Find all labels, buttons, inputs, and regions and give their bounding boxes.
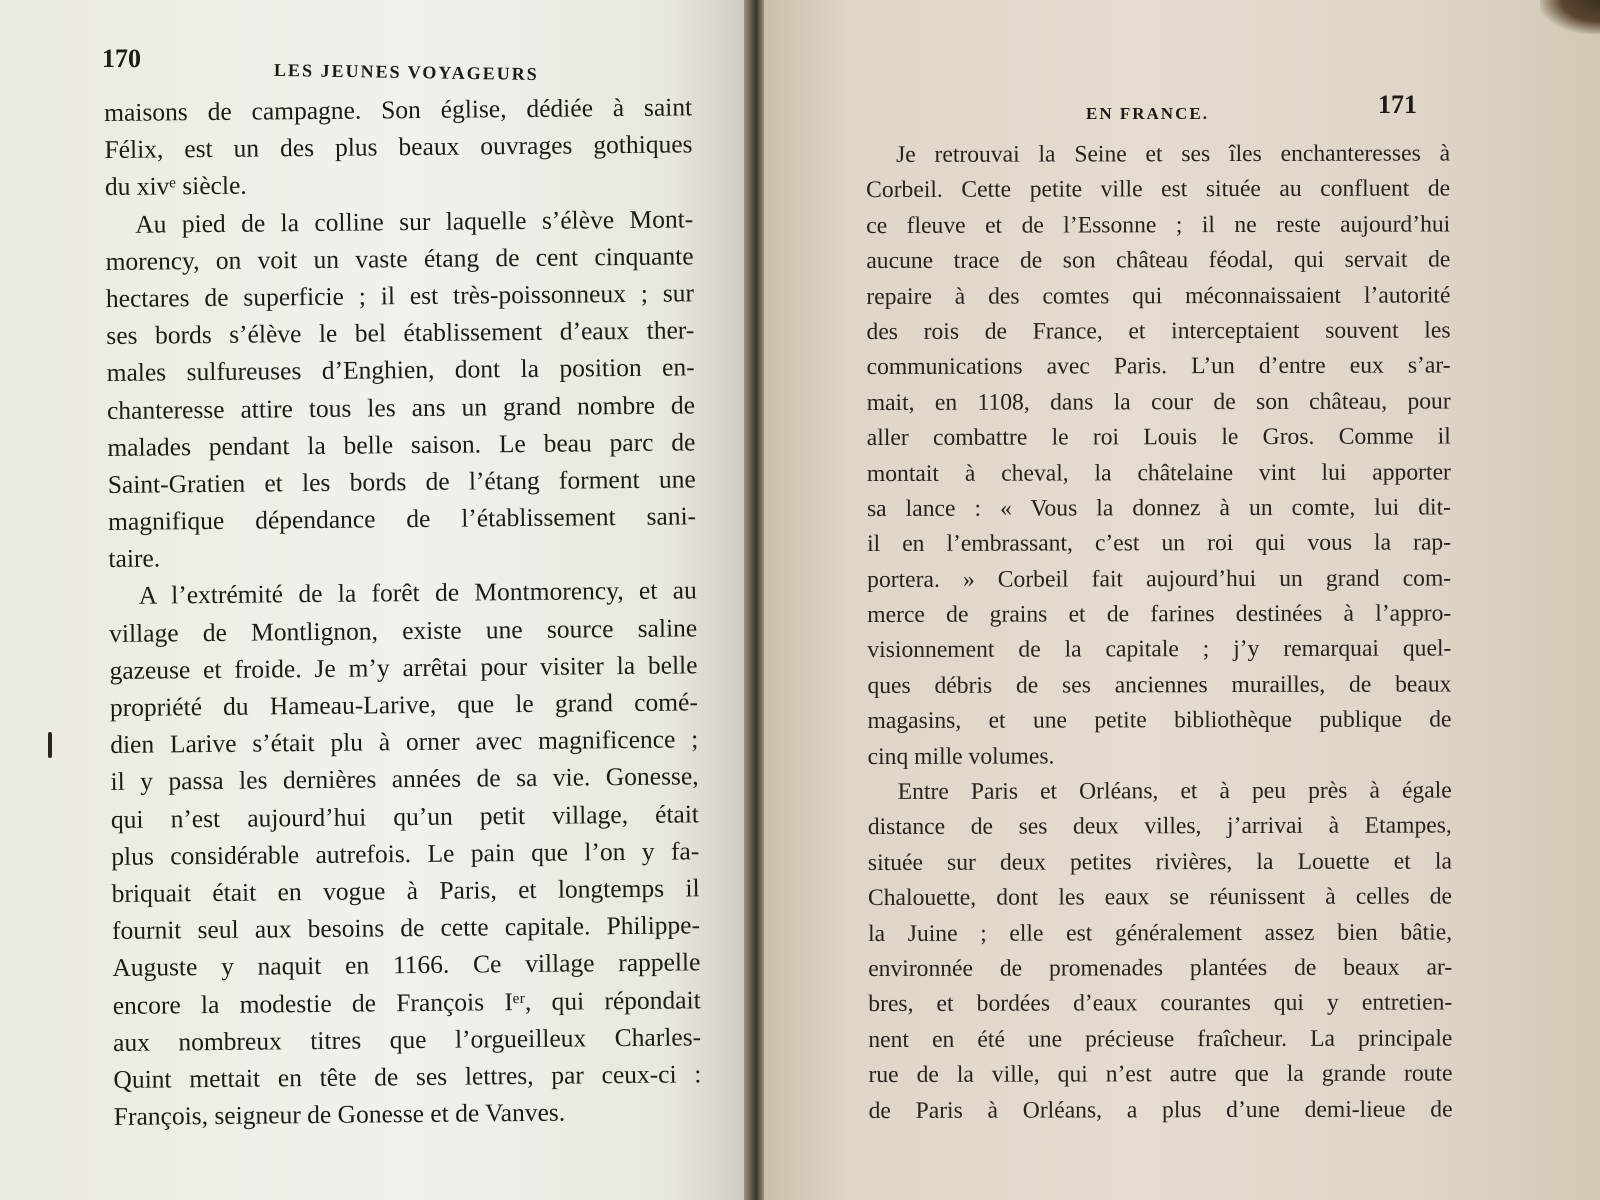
text-line: hectares de superficie ; il est très-poissonneux ; sur <box>105 278 695 313</box>
text-line: il en l’embrassant, c’est un roi qui vous la rap- <box>867 529 1452 558</box>
text-line: visionnement de la capitale ; j’y remarquai quel- <box>867 635 1452 664</box>
text-line: repaire à des comtes qui méconnaissaient l’autorité <box>866 282 1451 310</box>
text-line: il y passa les dernières années de sa vie. Gonesse, <box>110 761 699 797</box>
text-line: située sur deux petites rivières, la Louette et la <box>867 848 1452 876</box>
text-line: communications avec Paris. L’un d’entre eux s’ar- <box>866 352 1451 381</box>
text-line: mait, en 1108, dans la cour de son château, pour <box>866 388 1451 416</box>
text-line: propriété du Hameau-Larive, que le grand comé- <box>109 687 699 722</box>
text-line: Entre Paris et Orléans, et à peu près à égale <box>897 777 1452 805</box>
text-line: gazeuse et froide. Je m’y arrêtai pour visiter la belle <box>109 650 698 685</box>
text-line: Au pied de la colline sur laquelle s’élève Mont- <box>135 203 694 239</box>
left-page <box>0 0 748 1200</box>
text-line: aucune trace de son château féodal, qui servait de <box>866 246 1451 275</box>
text-line: A l’extrémité de la forêt de Montmorency, et au <box>138 575 697 611</box>
text-line: nent en été une précieuse fraîcheur. La principale <box>868 1025 1453 1053</box>
text-line: bres, et bordées d’eaux courantes qui y entretien- <box>868 989 1453 1018</box>
text-line: montait à cheval, la châtelaine vint lui apporter <box>866 458 1451 487</box>
text-line: Corbeil. Cette petite ville est située au confluent de <box>866 175 1451 204</box>
text-line: de Paris à Orléans, a plus d’une demi-lieue de <box>868 1096 1453 1124</box>
text-line: morency, on voit un vaste étang de cent cinquante <box>105 241 694 276</box>
text-line: aller combattre le roi Louis le Gros. Comme il <box>866 423 1451 452</box>
running-head-left: LES JEUNES VOYAGEURS <box>273 59 539 85</box>
text-line: merce de grains et de farines destinées à l’appro- <box>867 600 1452 629</box>
text-line: Je retrouvai la Seine et ses îles enchanteresses à <box>896 140 1451 168</box>
text-line: Saint-Gratien et les bords de l’étang forment une <box>107 464 696 499</box>
text-line: Auguste y naquit en 1166. Ce village rappelle <box>112 947 701 983</box>
text-line: Félix, est un des plus beaux ouvrages gothiques <box>104 129 693 165</box>
text-line: plus considérable autrefois. Le pain que l’on y fa- <box>111 836 700 871</box>
text-line: taire. <box>108 543 161 574</box>
text-line: magnifique dépendance de l’établissement sani- <box>107 501 697 537</box>
text-line: François, seigneur de Gonesse et de Vanves. <box>113 1097 566 1132</box>
text-line: environnée de promenades plantées de beaux ar- <box>868 954 1453 982</box>
running-head-right: EN FRANCE. <box>1086 104 1209 123</box>
text-line: magasins, et une petite bibliothèque publique de <box>867 706 1452 735</box>
text-line: ses bords s’élève le bel établissement d’eaux ther- <box>106 315 695 351</box>
text-line: des rois de France, et interceptaient souvent les <box>866 317 1451 345</box>
text-line: dien Larive s’était plu à orner avec magnificence ; <box>110 724 699 760</box>
text-line: ce fleuve et de l’Essonne ; il ne reste aujourd’hui <box>866 211 1451 239</box>
text-line: la Juine ; elle est généralement assez bien bâtie, <box>868 919 1453 947</box>
text-line: distance de ses deux villes, j’arrivai à Etampes, <box>867 812 1452 841</box>
book-gutter <box>744 0 766 1200</box>
text-line: briquait était en vogue à Paris, et longtemps il <box>111 873 700 908</box>
text-line: encore la modestie de François Iᵉʳ, qui répondait <box>112 984 701 1020</box>
text-line: sa lance : « Vous la donnez à un comte, lui dit- <box>866 494 1452 522</box>
text-line: qui n’est aujourd’hui qu’un petit village, était <box>110 798 700 834</box>
text-line: du xivᵉ siècle. <box>104 171 247 202</box>
text-line: aux nombreux titres que l’orgueilleux Charles- <box>112 1022 702 1057</box>
ink-smudge <box>48 732 52 758</box>
text-line: village de Montlignon, existe une source saline <box>109 612 698 648</box>
right-page-text <box>866 136 1453 1128</box>
page-number-right: 171 <box>1378 90 1417 119</box>
text-line: fournit seul aux besoins de cette capitale. Philippe- <box>111 910 701 946</box>
text-line: cinq mille volumes. <box>867 743 1055 770</box>
text-line: Quint mettait en tête de ses lettres, par ceux-ci : <box>113 1059 702 1094</box>
text-line: maisons de campagne. Son église, dédiée à saint <box>104 92 693 127</box>
text-line: portera. » Corbeil fait aujourd’hui un grand com- <box>867 565 1452 593</box>
page-corner-shadow <box>1540 0 1600 34</box>
text-line: rue de la ville, qui n’est autre que la grande route <box>868 1060 1453 1089</box>
page-number-left: 170 <box>102 44 141 73</box>
text-line: chanteresse attire tous les ans un grand nombre de <box>106 389 696 425</box>
text-line: males sulfureuses d’Enghien, dont la position en- <box>106 352 695 388</box>
left-page-text <box>104 88 702 1135</box>
text-line: ques débris de ses anciennes murailles, de beaux <box>867 671 1452 699</box>
text-line: malades pendant la belle saison. Le beau parc de <box>107 427 696 462</box>
text-line: Chalouette, dont les eaux se réunissent à celles de <box>867 883 1453 912</box>
